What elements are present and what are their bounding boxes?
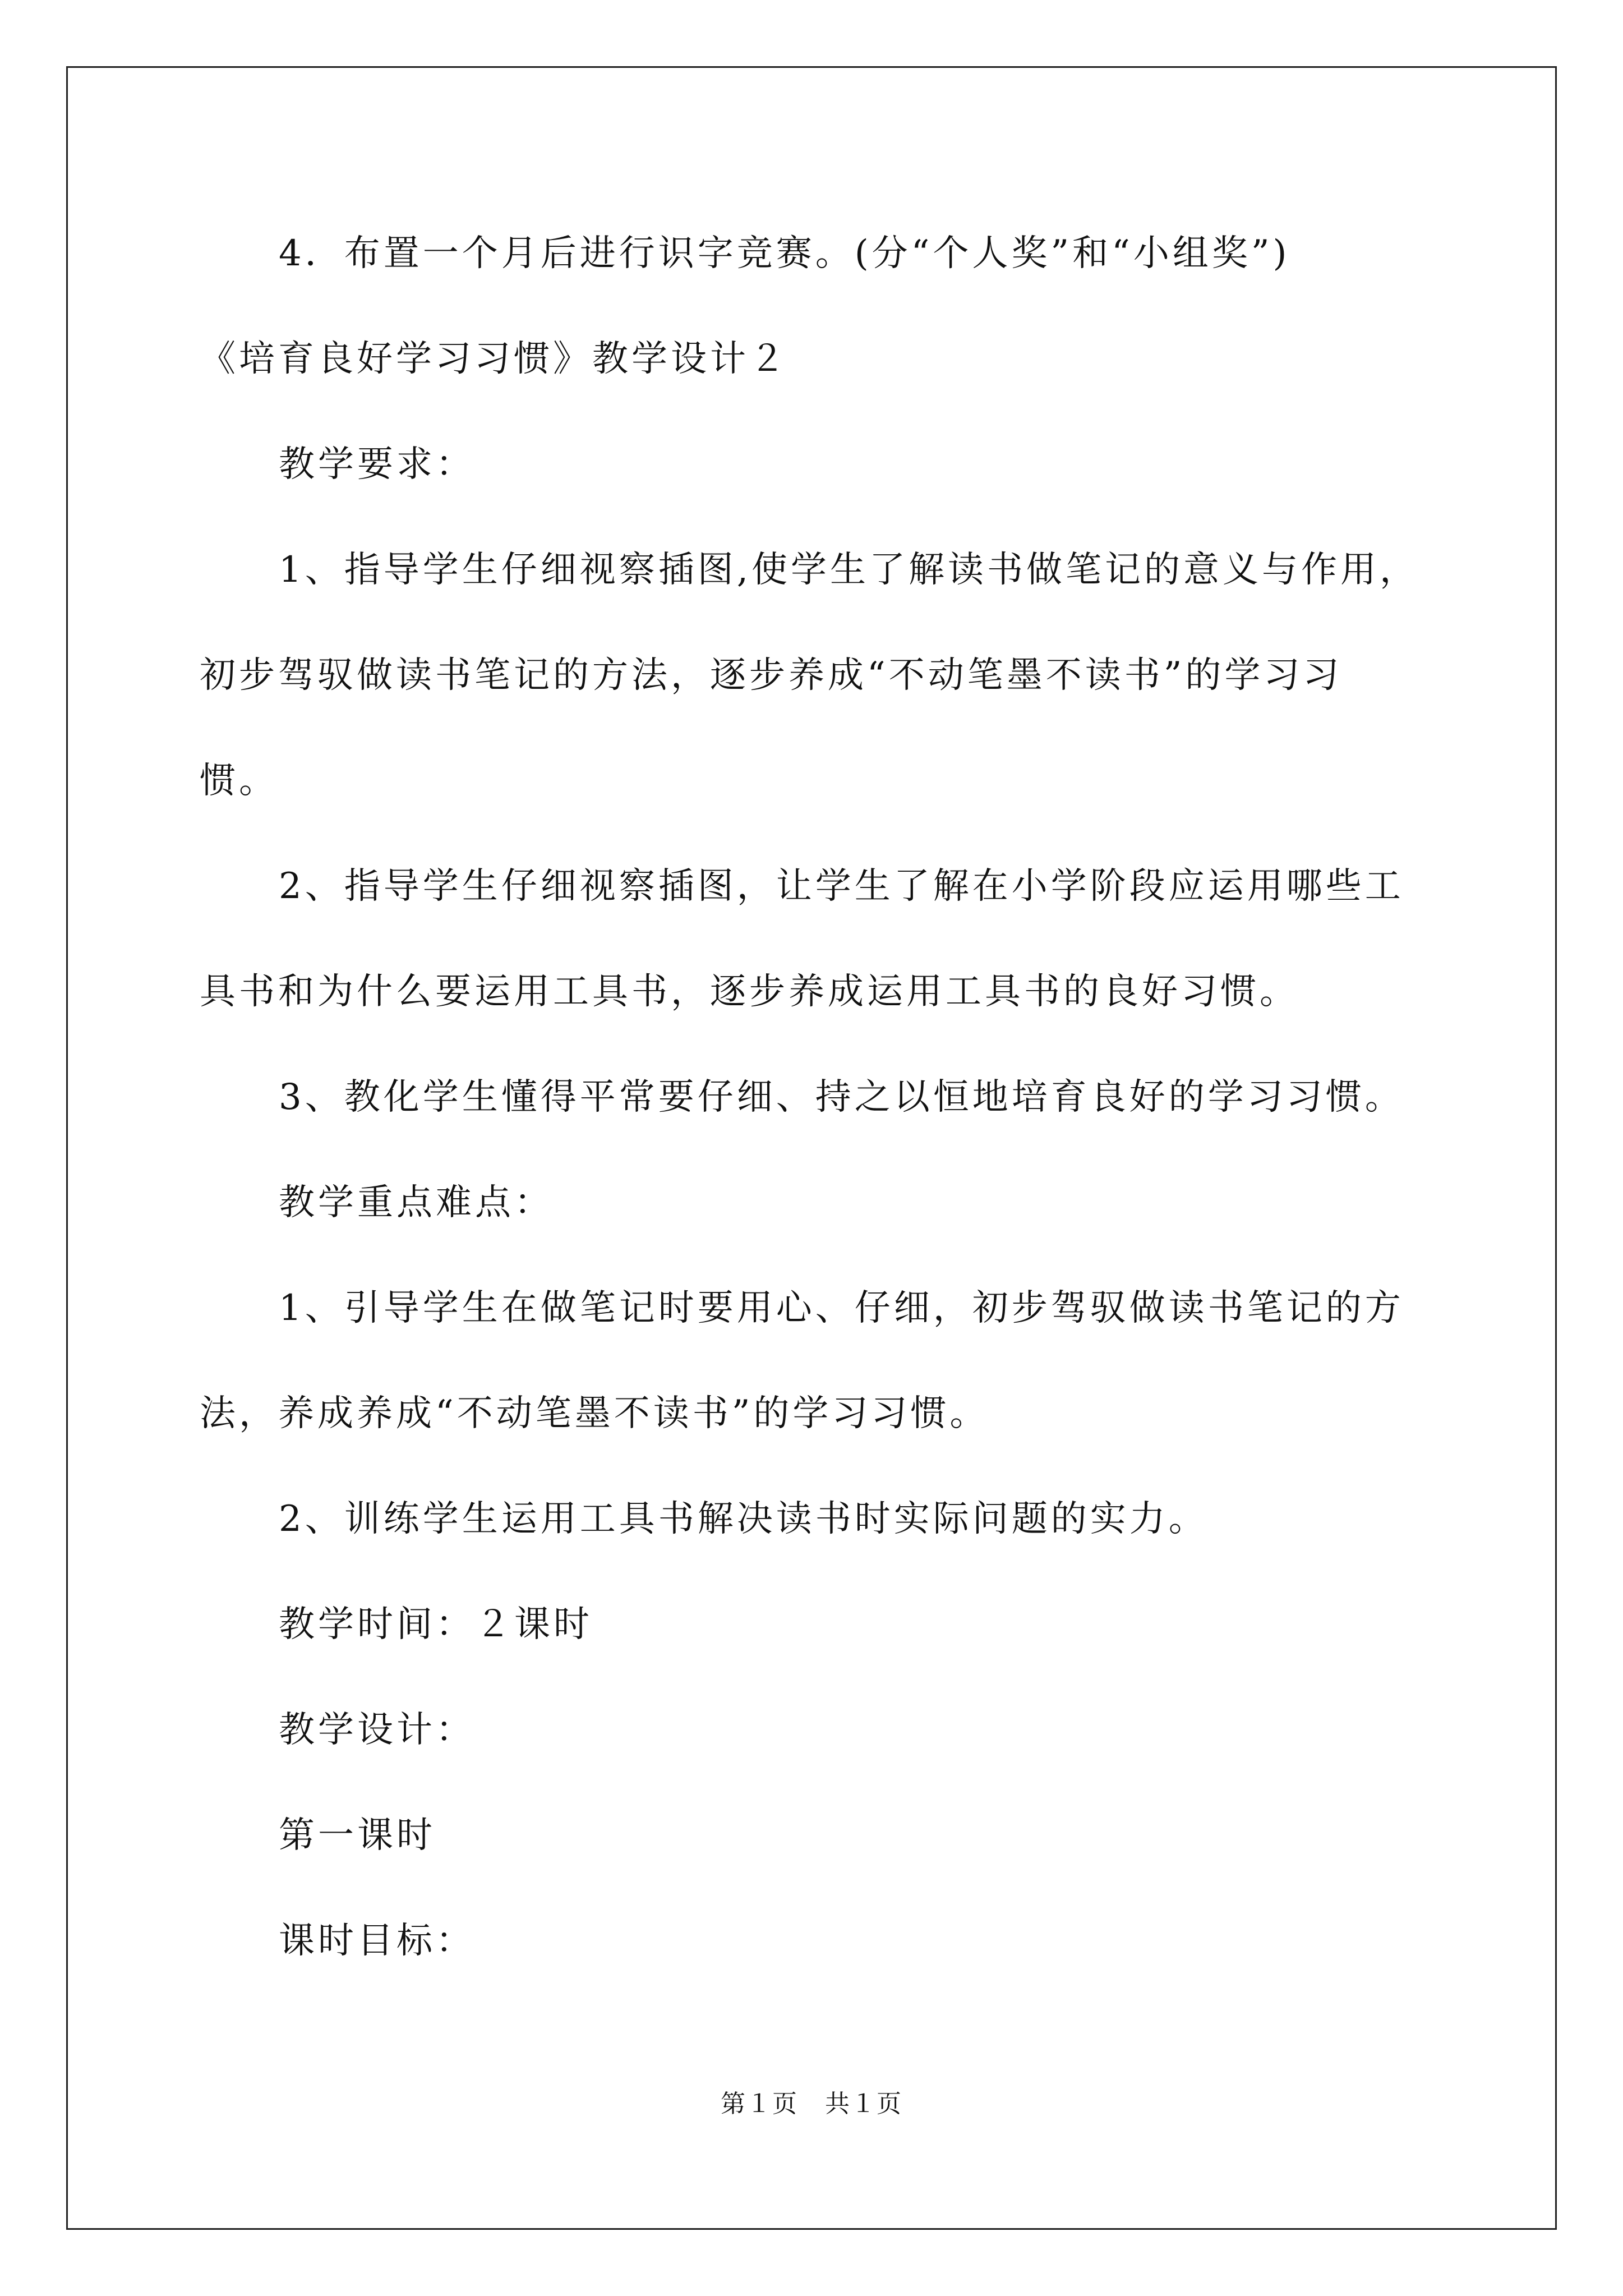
- paragraph-line: 初步驾驭做读书笔记的方法，逐步养成“不动笔墨不读书”的学习习: [200, 655, 1343, 696]
- paragraph-heading: 教学要求：: [279, 444, 475, 485]
- paragraph-line: 教学时间：２课时: [279, 1604, 593, 1645]
- paragraph-line: 具书和为什么要运用工具书，逐步养成运用工具书的良好习惯。: [200, 971, 1299, 1013]
- paragraph-heading: 教学重点难点：: [279, 1182, 554, 1223]
- page-number: 第１页: [721, 2090, 798, 2118]
- paragraph-line: 惯。: [200, 760, 278, 802]
- page-total: 共１页: [825, 2090, 902, 2118]
- paragraph-line: 2、指导学生仔细视察插图，让学生了解在小学阶段应运用哪些工: [279, 866, 1404, 907]
- paragraph-line: 1、引导学生在做笔记时要用心、仔细，初步驾驭做读书笔记的方: [279, 1287, 1404, 1329]
- paragraph-line: 2、训练学生运用工具书解决读书时实际问题的实力。: [279, 1498, 1208, 1540]
- page-footer: [0, 2088, 1623, 2120]
- paragraph-heading: 课时目标：: [279, 1920, 475, 1962]
- page-border: [66, 66, 1557, 2230]
- section-title: 《培育良好学习习惯》教学设计２: [200, 338, 789, 380]
- paragraph-line: 4．布置一个月后进行识字竞赛。(分“个人奖”和“小组奖”): [279, 233, 1290, 274]
- paragraph-line: 3、教化学生懂得平常要仔细、持之以恒地培育良好的学习习惯。: [279, 1076, 1404, 1118]
- paragraph-heading: 教学设计：: [279, 1709, 475, 1751]
- paragraph-heading: 第一课时: [279, 1815, 436, 1856]
- paragraph-line: 1、指导学生仔细视察插图,使学生了解读书做笔记的意义与作用，: [279, 549, 1419, 591]
- paragraph-line: 法，养成养成“不动笔墨不读书”的学习习惯。: [200, 1393, 989, 1434]
